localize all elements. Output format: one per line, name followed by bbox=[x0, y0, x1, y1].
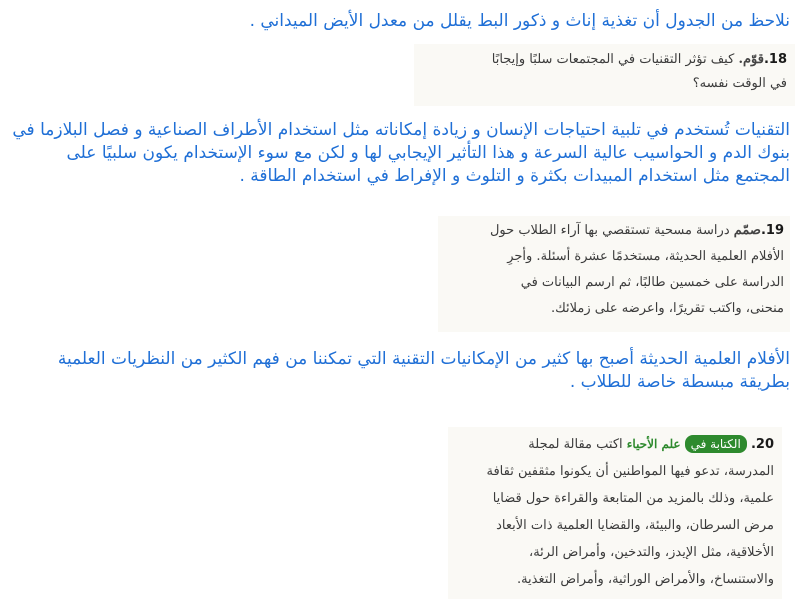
question-19-box bbox=[438, 216, 790, 332]
subject-badge: علم الأحياء bbox=[626, 437, 681, 451]
question-verb: قوّم. bbox=[738, 52, 764, 67]
question-number: 18. bbox=[763, 52, 787, 67]
question-20-line-5: الأخلاقية، مثل الإيدز، والتدخين، وأمراض الرئة، bbox=[529, 545, 774, 560]
answer-paragraph-3: الأفلام العلمية الحديثة أصبح بها كثير من الإمكانيات التقنية التي تمكننا من فهم الكثير من النظريات العلمية بطريقة مبسطة خاصة للطلاب . bbox=[57, 349, 790, 392]
question-number: 19. bbox=[760, 223, 784, 238]
question-20-line-2: المدرسة، تدعو فيها المواطنين أن يكونوا مثقفين ثقافة bbox=[486, 464, 774, 479]
question-19-line-1 bbox=[444, 218, 784, 244]
question-text: اكتب مقالة لمجلة bbox=[528, 437, 627, 452]
answer-paragraph-1: نلاحظ من الجدول أن تغذية إناث و ذكور البط يقلل من معدل الأيض الميداني . bbox=[249, 11, 790, 31]
question-20-line-4: مرض السرطان، والبيئة، والقضايا العلمية ذات الأبعاد bbox=[496, 518, 774, 533]
answer-paragraph-2: التقنيات تُستخدم في تلبية احتياجات الإنسان و زيادة إمكاناته مثل استخدام الأطراف الصناعية و فصل البلازما في بنوك الدم و الحواسيب عالية السرعة و هذا التأثير الإيجابي لها و لكن مع سوء الإستخدام يكون سلبيًا على المجتمع مثل استخدام المبيدات بكثرة و التلوث و الإفراط في استخدام الطاقة . bbox=[12, 120, 790, 186]
question-20-line-6: والاستنساخ، والأمراض الوراثية، وأمراض التغذية. bbox=[516, 572, 774, 587]
question-20-box bbox=[448, 427, 782, 599]
question-20-line-1 bbox=[456, 431, 774, 458]
question-19-line-2: الأفلام العلمية الحديثة، مستخدمًا عشرة أسئلة. وأجرِ bbox=[507, 249, 784, 264]
question-verb: صمّم bbox=[733, 223, 761, 238]
question-19-line-4: منحنى، واكتب تقريرًا، واعرضه على زملائك. bbox=[550, 301, 784, 316]
question-text: كيف تؤثر التقنيات في المجتمعات سلبًا وإيجابًا bbox=[491, 52, 739, 67]
question-20-line-3: علمية، وذلك بالمزيد من المتابعة والقراءة حول قضايا bbox=[492, 491, 774, 506]
question-number: 20. bbox=[750, 437, 774, 452]
writing-badge: الكتابة في bbox=[685, 435, 747, 453]
question-text: دراسة مسحية تستقصي بها آراء الطلاب حول bbox=[489, 223, 734, 238]
question-18-line-2: في الوقت نفسه؟ bbox=[692, 76, 787, 91]
question-18-line-1 bbox=[422, 48, 787, 72]
question-19-line-3: الدراسة على خمسين طالبًا، ثم ارسم البيانات في bbox=[520, 275, 784, 290]
question-18-box bbox=[414, 44, 795, 106]
